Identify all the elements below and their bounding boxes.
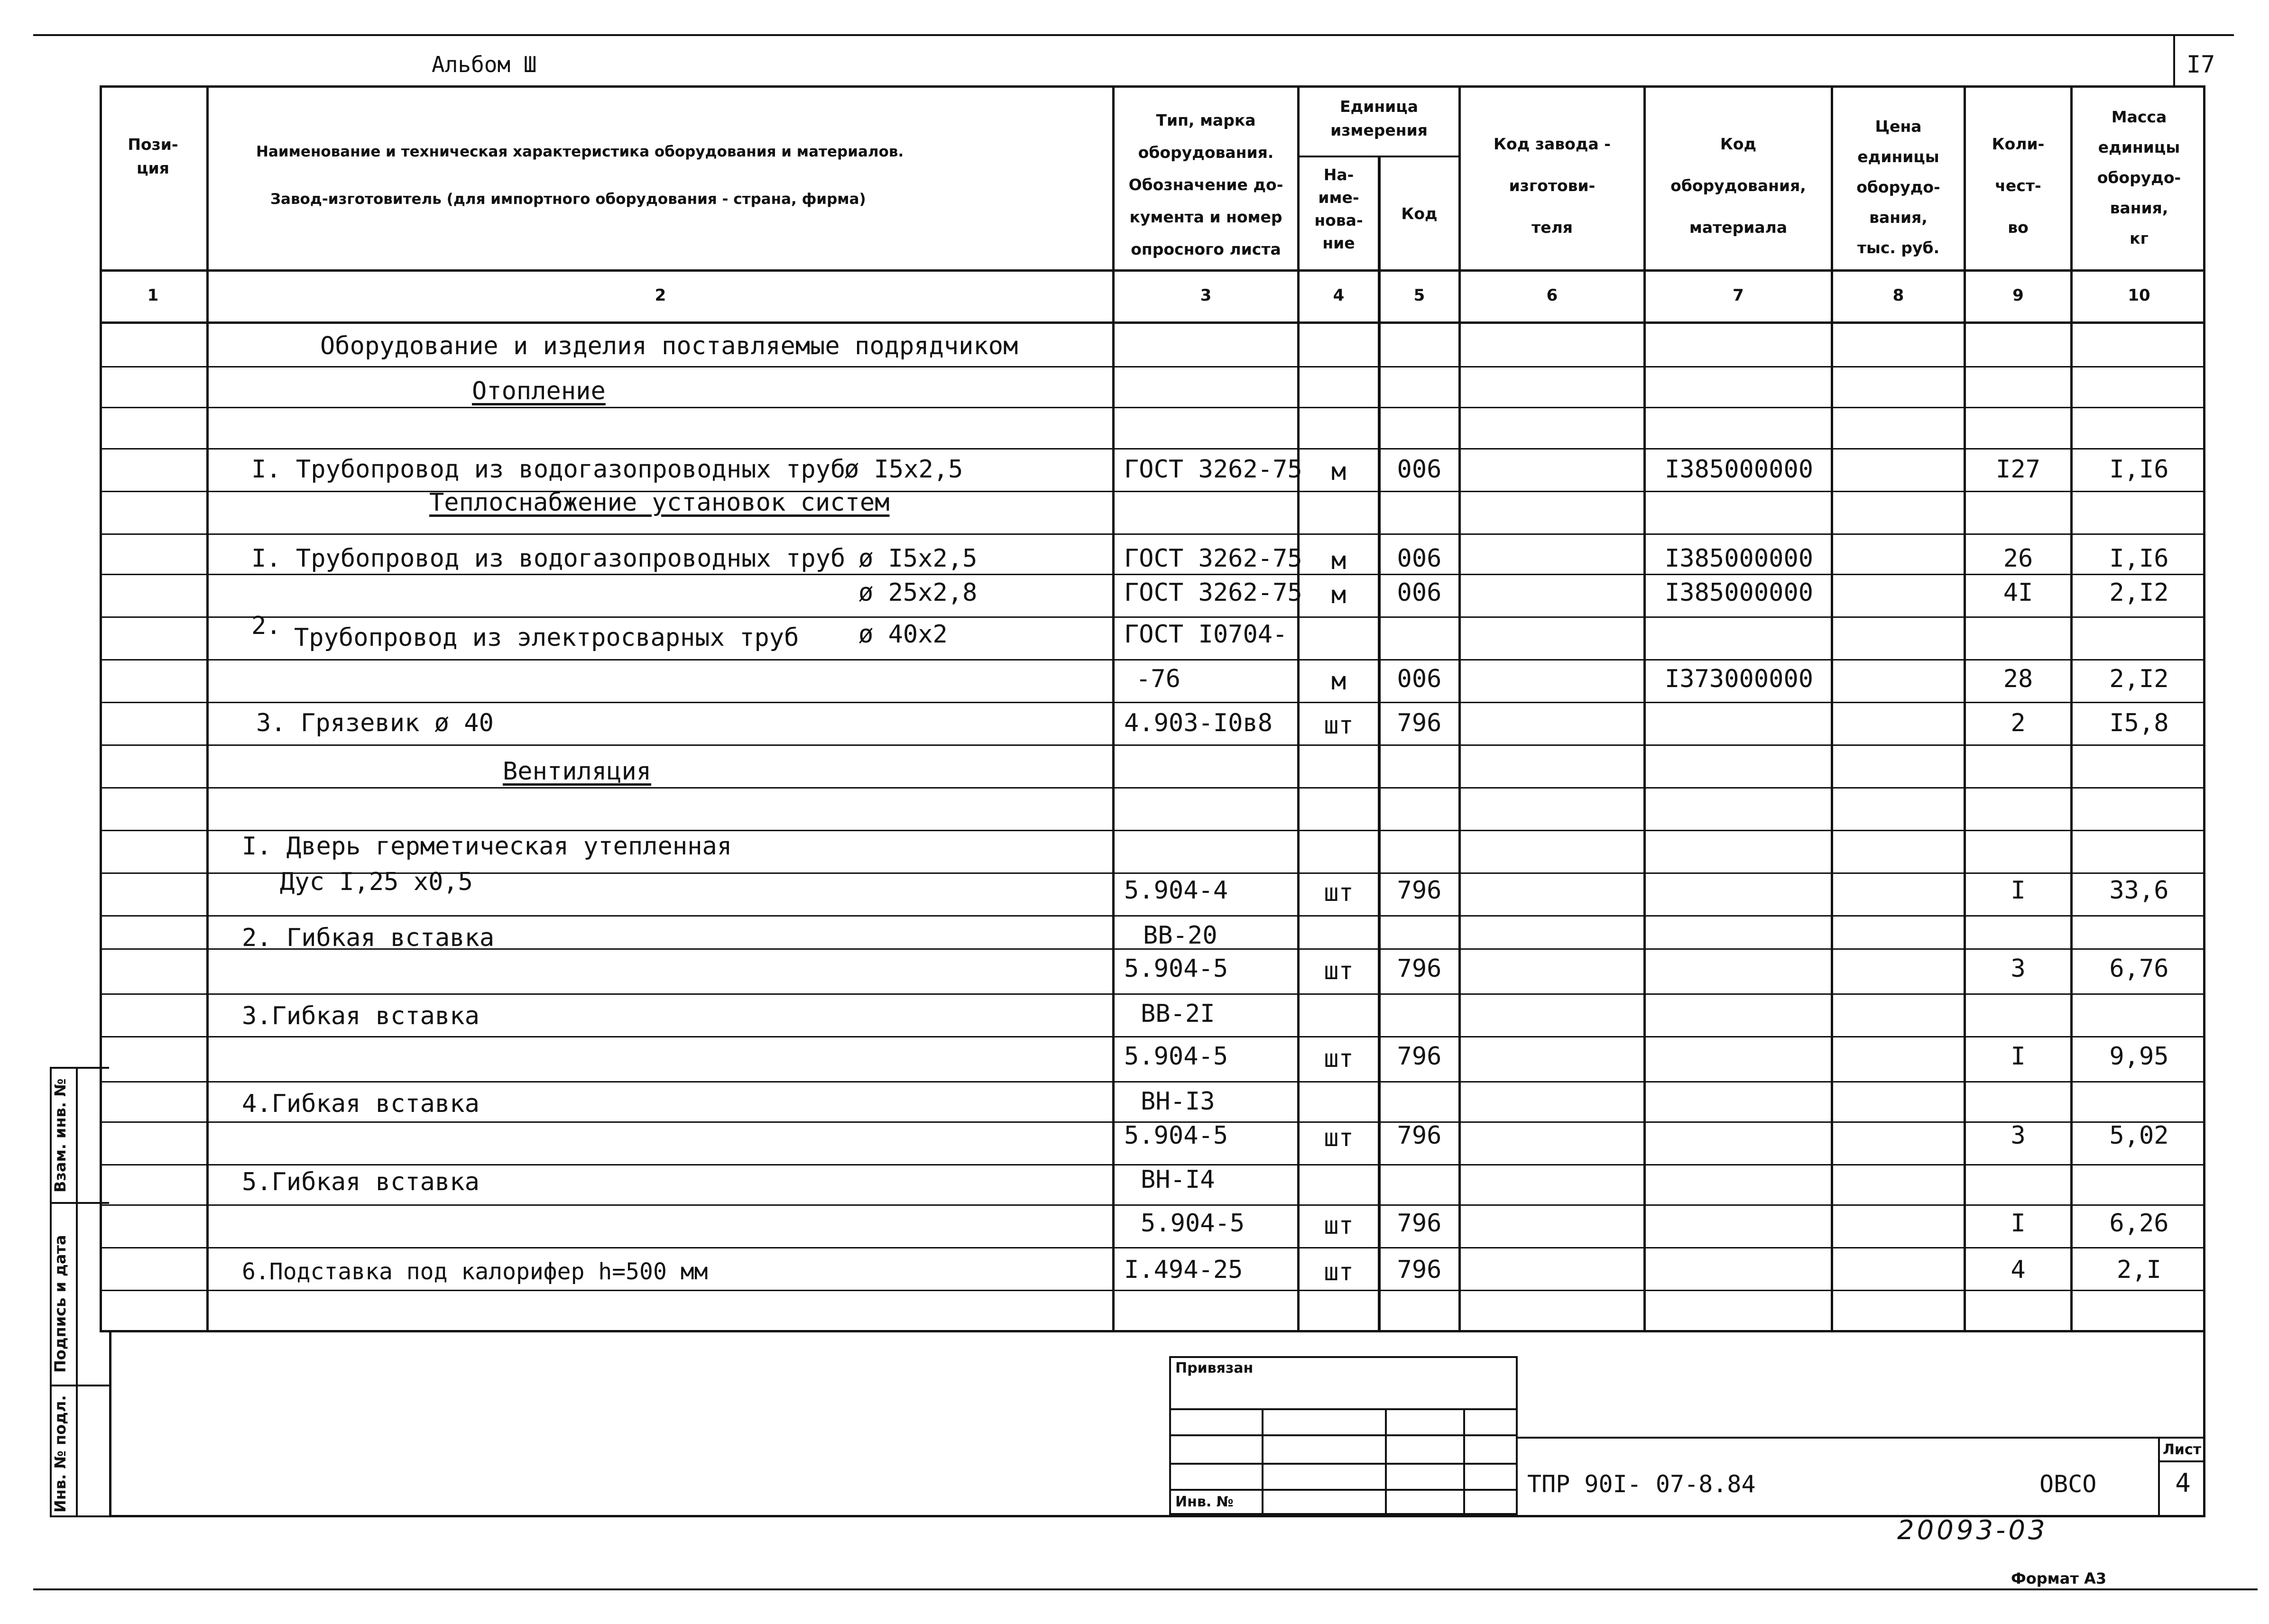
row-separator bbox=[100, 830, 2205, 831]
item-unit: шт bbox=[1324, 711, 1354, 740]
item-mass: 9,95 bbox=[2109, 1042, 2169, 1071]
item-unit: шт bbox=[1324, 1258, 1354, 1286]
sheet-label: Лист bbox=[2163, 1441, 2202, 1458]
item-material-code: I385000000 bbox=[1665, 544, 1814, 573]
row-separator bbox=[100, 1204, 2205, 1206]
column-number: 3 bbox=[1200, 286, 1212, 305]
item-material-code: I373000000 bbox=[1665, 665, 1814, 693]
row-separator bbox=[100, 1081, 2205, 1083]
header-col8: Цена единицы оборудо- вания, тыс. руб. bbox=[1856, 117, 1940, 257]
item-type: ВН-I3 bbox=[1141, 1087, 1215, 1116]
item-name: 5.Гибкая вставка bbox=[242, 1168, 480, 1196]
item-mass: 6,26 bbox=[2109, 1209, 2169, 1238]
header-col3: Тип, марка оборудования. Обозначение до- кумента и номер опросного листа bbox=[1128, 111, 1283, 258]
header-col7: Код оборудования, материала bbox=[1670, 135, 1806, 237]
item-mass: 2,I2 bbox=[2109, 578, 2169, 607]
item-name: 2. Гибкая вставка bbox=[242, 924, 495, 952]
row-separator bbox=[100, 448, 2205, 450]
item-quantity: 2 bbox=[2011, 709, 2026, 737]
item-type: I.494-25 bbox=[1124, 1256, 1243, 1284]
header-col5: Код bbox=[1401, 204, 1438, 223]
header-col2: Наименование и техническая характеристика оборудования и материалов. Завод-изготовитель (для импортного оборудования - страна, фирма) bbox=[256, 143, 904, 208]
lower-frame bbox=[109, 1330, 2205, 1517]
item-unit: м bbox=[1331, 547, 1347, 575]
column-number: 9 bbox=[2012, 286, 2024, 305]
item-type: 5.904-5 bbox=[1124, 1042, 1228, 1071]
column-number: 2 bbox=[655, 286, 666, 305]
item-code: 796 bbox=[1397, 1042, 1442, 1071]
album-label: Альбом Ш bbox=[432, 52, 537, 77]
item-code: 006 bbox=[1397, 578, 1442, 607]
item-mass: 6,76 bbox=[2109, 954, 2169, 983]
side-label-replace-inv: Взам. инв. № bbox=[51, 1078, 69, 1193]
item-name: 6.Подставка под калорифер h=500 мм bbox=[242, 1258, 708, 1285]
section-heading: Отопление bbox=[472, 377, 606, 405]
item-unit: м bbox=[1331, 667, 1347, 696]
item-code: 006 bbox=[1397, 665, 1442, 693]
item-quantity: I bbox=[2011, 1209, 2026, 1238]
item-spec: ø 25x2,8 bbox=[858, 578, 978, 607]
item-mass: 5,02 bbox=[2109, 1121, 2169, 1150]
row-separator bbox=[100, 574, 2205, 575]
item-name: I. Трубопровод из водогазопроводных труб bbox=[251, 455, 846, 484]
item-material-code: I385000000 bbox=[1665, 578, 1814, 607]
header-col9: Коли- чест- во bbox=[1992, 135, 2045, 237]
item-unit: шт bbox=[1324, 1124, 1354, 1152]
item-name: I. Дверь герметическая утепленная bbox=[242, 832, 732, 861]
item-unit: шт bbox=[1324, 879, 1354, 907]
item-mass: I5,8 bbox=[2109, 709, 2169, 737]
side-label-original-inv: Инв. № подл. bbox=[51, 1395, 69, 1513]
item-mass: I,I6 bbox=[2109, 544, 2169, 573]
row-separator bbox=[100, 993, 2205, 995]
header-col1: Пози- ция bbox=[128, 135, 178, 177]
item-type: -76 bbox=[1136, 665, 1181, 693]
item-name: 3.Гибкая вставка bbox=[242, 1002, 480, 1030]
item-code: 796 bbox=[1397, 1209, 1442, 1238]
item-name: Дус I,25 x0,5 bbox=[280, 868, 473, 896]
item-type: ВВ-2I bbox=[1141, 1000, 1215, 1028]
item-unit: шт bbox=[1324, 957, 1354, 985]
section-heading: Вентиляция bbox=[503, 757, 652, 786]
item-unit: м bbox=[1331, 581, 1347, 609]
header-col4: На- име- нова- ние bbox=[1314, 165, 1363, 252]
item-code: 006 bbox=[1397, 455, 1442, 484]
section-heading: Оборудование и изделия поставляемые подрядчиком bbox=[320, 332, 1018, 360]
doc-mark: ОВСО bbox=[2039, 1470, 2097, 1498]
item-quantity: 26 bbox=[2003, 544, 2033, 573]
column-number: 5 bbox=[1413, 286, 1425, 305]
column-number: 6 bbox=[1546, 286, 1558, 305]
item-code: 796 bbox=[1397, 709, 1442, 737]
sheet-number: 4 bbox=[2175, 1468, 2191, 1498]
item-mass: 2,I bbox=[2117, 1256, 2161, 1284]
item-type: 4.903-I0в8 bbox=[1124, 709, 1273, 737]
column-number: 1 bbox=[147, 286, 159, 305]
item-name: 4.Гибкая вставка bbox=[242, 1090, 480, 1118]
item-unit: шт bbox=[1324, 1045, 1354, 1073]
item-spec: ø 40x2 bbox=[858, 620, 948, 649]
row-separator bbox=[100, 366, 2205, 367]
item-type: ГОСТ 3262-75 bbox=[1124, 455, 1302, 484]
item-quantity: I bbox=[2011, 1042, 2026, 1071]
section-heading: Теплоснабжение установок систем bbox=[429, 488, 890, 517]
row-separator bbox=[100, 1036, 2205, 1037]
binding-stamp-title: Привязан bbox=[1175, 1360, 1254, 1376]
row-separator bbox=[100, 787, 2205, 789]
item-quantity: I27 bbox=[1996, 455, 2040, 484]
item-spec: ø I5x2,5 bbox=[844, 455, 963, 484]
item-unit: м bbox=[1331, 458, 1347, 486]
item-quantity: 3 bbox=[2011, 954, 2026, 983]
binding-stamp-inv: Инв. № bbox=[1175, 1494, 1234, 1510]
row-separator bbox=[100, 702, 2205, 703]
top-frame-line bbox=[33, 34, 2234, 36]
item-name: I. Трубопровод из водогазопроводных труб bbox=[251, 544, 846, 573]
item-mass: I,I6 bbox=[2109, 455, 2169, 484]
row-separator bbox=[100, 407, 2205, 408]
row-separator bbox=[100, 533, 2205, 535]
item-type: 5.904-5 bbox=[1141, 1209, 1245, 1238]
item-quantity: I bbox=[2011, 876, 2026, 905]
item-type: ГОСТ 3262-75 bbox=[1124, 578, 1302, 607]
row-separator bbox=[100, 616, 2205, 618]
header-unit-group: Единица измерения bbox=[1330, 97, 1428, 139]
item-code: 796 bbox=[1397, 876, 1442, 905]
header-col6: Код завода - изготови- теля bbox=[1494, 135, 1611, 237]
header-col10: Масса единицы оборудо- вания, кг bbox=[2097, 108, 2181, 248]
item-mass: 2,I2 bbox=[2109, 665, 2169, 693]
handwritten-number: 20093-03 bbox=[1897, 1515, 2048, 1546]
side-label-signature-date: Подпись и дата bbox=[51, 1235, 69, 1373]
row-separator bbox=[100, 1247, 2205, 1248]
item-code: 796 bbox=[1397, 1256, 1442, 1284]
item-type: ВН-I4 bbox=[1141, 1165, 1215, 1194]
item-mass: 33,6 bbox=[2109, 876, 2169, 905]
item-quantity: 28 bbox=[2003, 665, 2033, 693]
bottom-frame-line bbox=[33, 1588, 2258, 1590]
row-separator bbox=[100, 659, 2205, 661]
column-number: 7 bbox=[1733, 286, 1744, 305]
column-number: 8 bbox=[1892, 286, 1904, 305]
item-type: 5.904-5 bbox=[1124, 1121, 1228, 1150]
item-name: 3. Грязевик ø 40 bbox=[256, 709, 494, 737]
row-separator bbox=[100, 1290, 2205, 1291]
item-number: 2. bbox=[251, 612, 281, 640]
row-separator bbox=[100, 744, 2205, 746]
item-quantity: 3 bbox=[2011, 1121, 2026, 1150]
row-separator bbox=[100, 915, 2205, 917]
column-number: 4 bbox=[1333, 286, 1345, 305]
column-number: 10 bbox=[2128, 286, 2150, 305]
item-quantity: 4I bbox=[2003, 578, 2033, 607]
paper-format: Формат А3 bbox=[2011, 1569, 2107, 1587]
item-quantity: 4 bbox=[2011, 1256, 2026, 1284]
item-material-code: I385000000 bbox=[1665, 455, 1814, 484]
item-type: ГОСТ 3262-75 bbox=[1124, 544, 1302, 573]
item-code: 796 bbox=[1397, 954, 1442, 983]
item-code: 006 bbox=[1397, 544, 1442, 573]
item-spec: ø I5x2,5 bbox=[858, 544, 978, 573]
row-separator bbox=[100, 491, 2205, 492]
item-type: ГОСТ I0704- bbox=[1124, 620, 1288, 649]
item-name: Трубопровод из электросварных труб bbox=[294, 624, 799, 652]
doc-code: ТПР 90I- 07-8.84 bbox=[1527, 1470, 1756, 1498]
item-type: 5.904-4 bbox=[1124, 876, 1228, 905]
item-unit: шт bbox=[1324, 1211, 1354, 1240]
item-type: ВВ-20 bbox=[1143, 921, 1218, 950]
item-type: 5.904-5 bbox=[1124, 954, 1228, 983]
item-code: 796 bbox=[1397, 1121, 1442, 1150]
page-number: I7 bbox=[2186, 51, 2215, 78]
